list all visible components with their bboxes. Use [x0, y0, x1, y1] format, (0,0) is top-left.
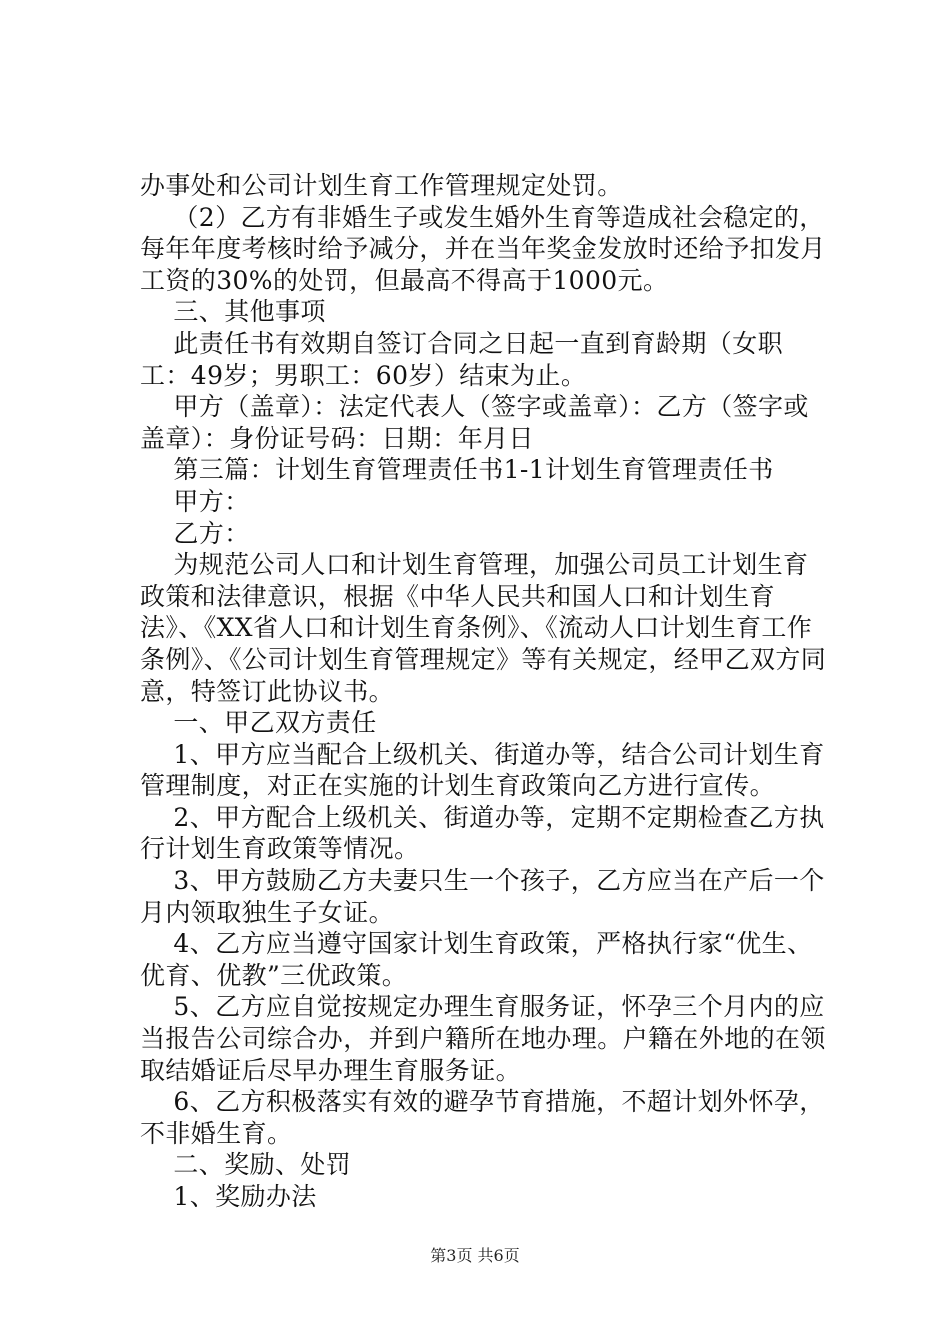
paragraph: 1、甲方应当配合上级机关、街道办等，结合公司计划生育管理制度，对正在实施的计划生育政策向乙方进行宣传。: [140, 739, 825, 801]
paragraph: 5、乙方应自觉按规定办理生育服务证，怀孕三个月内的应当报告公司综合办，并到户籍所在地办理。户籍在外地的在领取结婚证后尽早办理生育服务证。: [140, 992, 826, 1085]
paragraph: 此责任书有效期自签订合同之日起一直到育龄期（女职工：49岁；男职工：60岁）结束为止。: [140, 328, 783, 390]
paragraph: 为规范公司人口和计划生育管理，加强公司员工计划生育政策和法律意识，根据《中华人民共和国人口和计划生育法》、《XX省人口和计划生育条例》、《流动人口计划生育工作条例》、《公司计划生育管理规定》等有关规定，经甲乙双方同意，特签订此协议书。: [140, 550, 827, 706]
paragraph: 1、奖励办法: [140, 1182, 317, 1211]
page-footer: 第3页 共6页: [430, 1246, 520, 1265]
paragraph: （2）乙方有非婚生子或发生婚外生育等造成社会稳定的，每年年度考核时给予减分，并在当年奖金发放时还给予扣发月工资的30%的处罚，但最高不得高于1000元。: [140, 202, 826, 295]
section-heading: 二、奖励、处罚: [140, 1150, 352, 1180]
party-a-line: 甲方：: [140, 486, 250, 516]
paragraph: 办事处和公司计划生育工作管理规定处罚。: [140, 171, 623, 200]
section-heading: 一、甲乙双方责任: [140, 708, 377, 738]
party-b-line: 乙方：: [140, 518, 250, 548]
paragraph: 4、乙方应当遵守国家计划生育政策，严格执行家“优生、优育、优教”三优政策。: [140, 929, 813, 990]
section-heading: 三、其他事项: [140, 297, 326, 327]
paragraph: 6、乙方积极落实有效的避孕节育措施，不超计划外怀孕，不非婚生育。: [140, 1087, 825, 1148]
paragraph: 甲方（盖章）：法定代表人（签字或盖章）：乙方（签字或盖章）：身份证号码：日期：年月日: [140, 392, 809, 453]
document-body: [140, 170, 830, 1213]
paragraph: 2、甲方配合上级机关、街道办等，定期不定期检查乙方执行计划生育政策等情况。: [140, 802, 825, 864]
paragraph: 3、甲方鼓励乙方夫妻只生一个孩子，乙方应当在产后一个月内领取独生子女证。: [140, 866, 825, 927]
chapter-title: 第三篇：计划生育管理责任书1-1计划生育管理责任书: [140, 455, 774, 485]
